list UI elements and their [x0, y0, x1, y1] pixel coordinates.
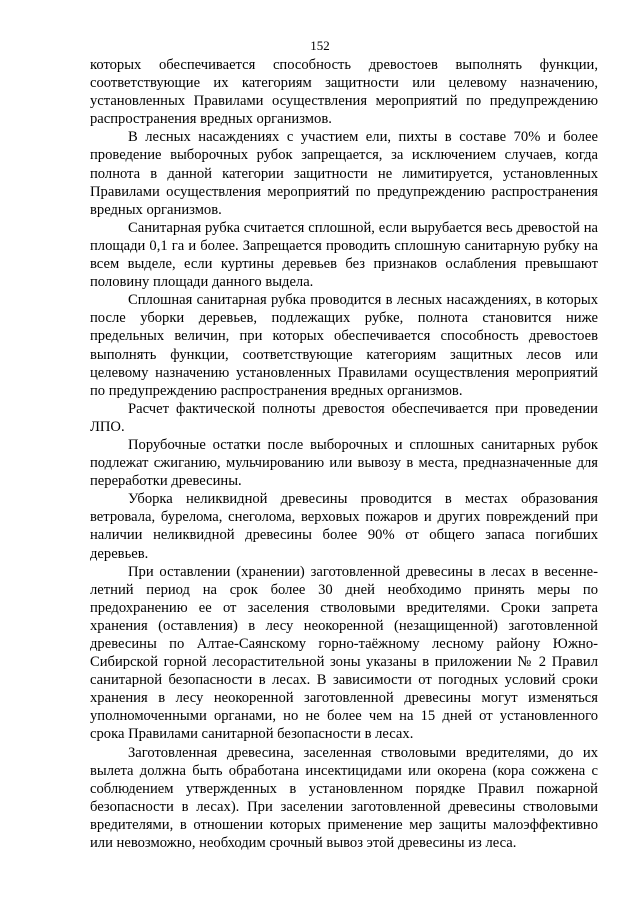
paragraph-2: В лесных насаждениях с участием ели, пихты в составе 70% и более проведение выборочных рубок запрещается, за исключением случаев, когда полнота в данной категории защитности не лимитируется, установленных Правилами осуществления мероприятий по предупреждению распространения вредных организмов.: [90, 129, 598, 218]
paragraph-9: Заготовленная древесина, заселенная стволовыми вредителями, до их вылета должна быть обработана инсектицидами или окорена (кора сожжена с соблюдением утвержденных в установленном порядке Правил пожарной безопасности в лесах). При заселении заготовленной древесины стволовыми вредителями, в отношении которых применение мер защиты малоэффективно или невозможно, необходим срочный вывоз этой древесины из леса.: [90, 744, 598, 852]
paragraph-4: Сплошная санитарная рубка проводится в лесных насаждениях, в которых после уборки деревьев, подлежащих рубке, полнота становится ниже предельных величин, при которых обеспечивается способность древостоев выполнять функции, соответствующие категориям защитных лесов или целевому назначению установленных Правилами осуществления мероприятий по предупреждению распространения вредных организмов.: [90, 292, 598, 399]
page-number: 152: [310, 38, 330, 53]
paragraph-7: Уборка неликвидной древесины проводится в местах образования ветровала, бурелома, снеголома, верховых пожаров и других повреждений при наличии неликвидной древесины более 90% от общего запаса погибших деревьев.: [90, 491, 598, 562]
paragraph-8: При оставлении (хранении) заготовленной древесины в лесах в весенне-летний период на срок более 30 дней необходимо принять меры по предохранению ее от заселения стволовыми вредителями. Сроки запрета хранения (оставления) в лесу неокоренной (незащищенной) заготовленной древесины по Алтае-Саянскому горно-таёжному лесному району Южно-Сибирской горной лесорастительной зоны указаны в приложении № 2 Правил санитарной безопасности в лесах. В зависимости от погодных условий сроки хранения в лесу неокоренной заготовленной древесины могут изменяться уполномоченными органами, но не более чем на 15 дней от установленного срока Правилами санитарной безопасности в лесах.: [90, 563, 598, 743]
paragraph-5: Расчет фактической полноты древостоя обеспечивается при проведении ЛПО.: [90, 400, 598, 435]
paragraph-6: Порубочные остатки после выборочных и сплошных санитарных рубок подлежат сжиганию, мульчированию или вывозу в места, предназначенные для переработки древесины.: [90, 436, 598, 490]
document-body: [90, 56, 598, 852]
paragraph-3: Санитарная рубка считается сплошной, если вырубается весь древостой на площади 0,1 га и более. Запрещается проводить сплошную санитарную рубку на всем выделе, если куртины деревьев без признаков ослабления превышают половину площади данного выдела.: [90, 219, 598, 291]
paragraph-1: которых обеспечивается способность древостоев выполнять функции, соответствующие их категориям защитности или целевому назначению, установленных Правилами осуществления мероприятий по предупреждению распространения вредных организмов.: [90, 57, 598, 128]
